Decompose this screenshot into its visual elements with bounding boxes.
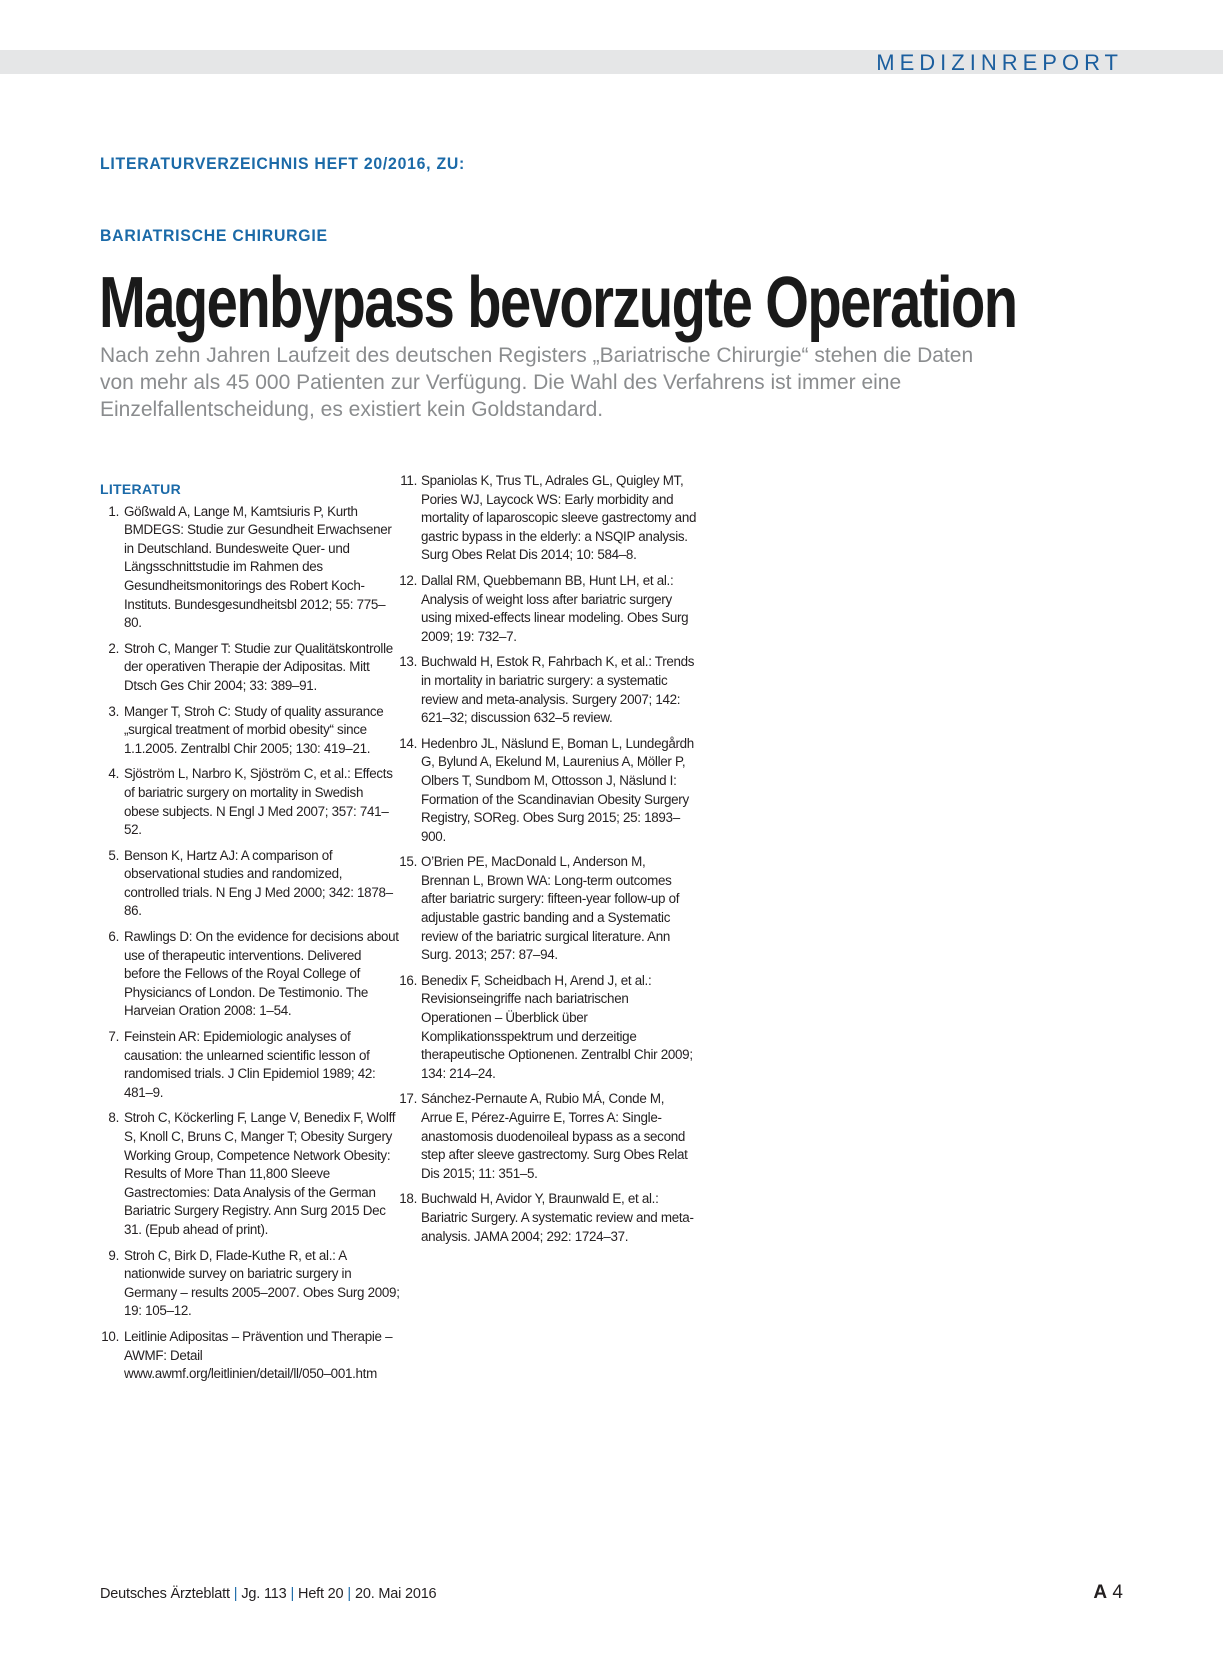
reference-number: 3. bbox=[108, 703, 119, 719]
reference-text: Stroh C, Birk D, Flade-Kuthe R, et al.: A nationwide survey on bariatric surgery in Germany – results 2005–2007. Obes Surg 2009; 19: 105–12. bbox=[124, 1247, 400, 1319]
reference-text: Manger T, Stroh C: Study of quality assurance „surgical treatment of morbid obesity“ since 1.1.2005. Zentralbl Chir 2005; 130: 419–21. bbox=[124, 703, 384, 756]
article-lead: Nach zehn Jahren Laufzeit des deutschen Registers „Bariatrische Chirurgie“ stehen die Daten von mehr als 45 000 Patienten zur Verfügung. Die Wahl des Verfahrens ist immer eine Einzelfallentscheidung, es existiert kein Goldstandard. bbox=[100, 344, 974, 421]
references-column-2 bbox=[397, 472, 697, 1253]
reference-text: Stroh C, Manger T: Studie zur Qualitätskontrolle der operativen Therapie der Adipositas. Mitt Dtsch Ges Chir 2004; 33: 389–91. bbox=[124, 640, 393, 693]
section-label: MEDIZINREPORT bbox=[876, 50, 1123, 75]
reference-text: Stroh C, Köckerling F, Lange V, Benedix F, Wolff S, Knoll C, Bruns C, Manger T; Obesity Surgery Working Group, Competence Network Obesity: Results of More Than 11,800 Sleeve Gastrectomies: Data Analysis of the German Bariatric Surgery Registry. Ann Surg 2015 Dec 31. (Epub ahead of print). bbox=[124, 1110, 396, 1237]
page-prefix: A bbox=[1093, 1582, 1108, 1603]
references-heading: LITERATUR bbox=[100, 481, 181, 497]
reference-number: 1. bbox=[108, 503, 119, 519]
reference-number: 6. bbox=[108, 929, 119, 945]
reference-item bbox=[100, 847, 400, 921]
reference-item bbox=[397, 572, 697, 646]
reference-number: 15. bbox=[399, 854, 417, 870]
reference-number: 14. bbox=[399, 735, 417, 751]
reference-item bbox=[100, 1028, 400, 1102]
reference-text: Feinstein AR: Epidemiologic analyses of causation: the unlearned scientific lesson of randomised trials. J Clin Epidemiol 1989; 42: 481–9. bbox=[124, 1029, 376, 1100]
reference-item bbox=[397, 472, 697, 565]
article-title: Magenbypass bevorzugte Operation bbox=[99, 263, 1017, 343]
footer-separator: | bbox=[233, 1586, 238, 1602]
reference-item bbox=[100, 928, 400, 1021]
reference-item bbox=[397, 972, 697, 1084]
footer bbox=[100, 1586, 436, 1602]
footer-separator: | bbox=[347, 1586, 351, 1602]
reference-text: Spaniolas K, Trus TL, Adrales GL, Quigley MT, Pories WJ, Laycock WS: Early morbidity and mortality of laparoscopic sleeve gastrectomy and gastric bypass in the elderly: a NSQIP analysis. Surg Obes Relat Dis 2014; 10: 584–8. bbox=[421, 473, 697, 563]
reference-item bbox=[100, 1109, 400, 1239]
reference-text: Buchwald H, Estok R, Fahrbach K, et al.: Trends in mortality in bariatric surgery: a systematic review and meta-analysis. Surgery 2007; 142: 621–32; discussion 632–5 review. bbox=[421, 654, 695, 726]
reference-text: Dallal RM, Quebbemann BB, Hunt LH, et al.: Analysis of weight loss after bariatric surgery using mixed-effects linear modeling. Obes Surg 2009; 19: 732–7. bbox=[421, 572, 689, 644]
reference-number: 4. bbox=[108, 766, 119, 782]
reference-item bbox=[397, 735, 697, 847]
page-number-value: 4 bbox=[1112, 1582, 1123, 1603]
reference-number: 10. bbox=[101, 1328, 119, 1344]
reference-item bbox=[397, 853, 697, 965]
reference-text: Benson K, Hartz AJ: A comparison of observational studies and randomized, controlled trials. N Eng J Med 2000; 342: 1878–86. bbox=[124, 847, 393, 919]
reference-text: Sjöström L, Narbro K, Sjöström C, et al.: Effects of bariatric surgery on mortality in Swedish obese subjects. N Engl J Med 2007; 357: 741–52. bbox=[124, 766, 393, 838]
reference-text: Gößwald A, Lange M, Kamtsiuris P, Kurth BMDEGS: Studie zur Gesundheit Erwachsener in Deutschland. Bundesweite Quer- und Längsschnittstudie im Rahmen des Gesundheitsmonitorings des Robert Koch-Instituts. Bundesgesundheitsbl 2012; 55: 775–80. bbox=[124, 503, 392, 631]
reference-number: 13. bbox=[399, 654, 417, 670]
reference-item bbox=[100, 765, 400, 839]
reference-item bbox=[397, 1090, 697, 1183]
journal-name: Deutsches Ärzteblatt bbox=[100, 1586, 230, 1602]
journal-volume: Jg. 113 bbox=[241, 1586, 287, 1602]
reference-text: Hedenbro JL, Näslund E, Boman L, Lundegårdh G, Bylund A, Ekelund M, Laurenius A, Möller P, Olbers T, Sundbom M, Ottosson J, Näslund I: Formation of the Scandinavian Obesity Surgery Registry, SOReg. Obes Surg 2015; 25: 1893–900. bbox=[421, 735, 694, 844]
reference-item bbox=[397, 1190, 697, 1246]
reference-number: 17. bbox=[399, 1091, 417, 1107]
reference-item bbox=[397, 653, 697, 727]
reference-number: 8. bbox=[108, 1110, 119, 1126]
reference-number: 11. bbox=[400, 473, 417, 488]
journal-date: 20. Mai 2016 bbox=[354, 1586, 437, 1602]
topic-kicker: BARIATRISCHE CHIRURGIE bbox=[100, 226, 328, 245]
reference-item bbox=[100, 703, 400, 759]
reference-number: 16. bbox=[399, 972, 417, 988]
reference-number: 5. bbox=[108, 847, 119, 863]
reference-number: 18. bbox=[399, 1191, 417, 1207]
reference-item bbox=[100, 503, 400, 633]
reference-number: 7. bbox=[108, 1029, 119, 1045]
reference-number: 2. bbox=[108, 640, 119, 656]
references-column-1 bbox=[100, 480, 400, 1391]
reference-text: Sánchez-Pernaute A, Rubio MÁ, Conde M, Arrue E, Pérez-Aguirre E, Torres A: Single-anastomosis duodenoileal bypass as a second step after sleeve gastrectomy. Surg Obes Relat Dis 2015; 11: 351–5. bbox=[421, 1091, 688, 1181]
reference-item bbox=[100, 640, 400, 696]
reference-item bbox=[100, 1247, 400, 1321]
page-number bbox=[1093, 1582, 1123, 1604]
reference-text: Leitlinie Adipositas – Prävention und Therapie – AWMF: Detail www.awmf.org/leitlinien/detail/ll/050–001.htm bbox=[124, 1328, 393, 1382]
reference-number: 12. bbox=[399, 572, 417, 588]
reference-text: Rawlings D: On the evidence for decisions about use of therapeutic interventions. Delivered before the Fellows of the Royal College of Physiciancs of London. De Testimonio. The Harveian Oration 2008: 1–54. bbox=[124, 929, 399, 1019]
reference-text: Buchwald H, Avidor Y, Braunwald E, et al.: Bariatric Surgery. A systematic review and meta-analysis. JAMA 2004; 292: 1724–37. bbox=[421, 1191, 694, 1244]
reference-number: 9. bbox=[108, 1247, 119, 1263]
reference-item bbox=[100, 1328, 400, 1384]
reference-text: O’Brien PE, MacDonald L, Anderson M, Brennan L, Brown WA: Long-term outcomes after bariatric surgery: fifteen-year follow-up of adjustable gastric banding and a Systematic review of the bariatric surgical literature. Ann Surg. 2013; 257: 87–94. bbox=[421, 854, 680, 963]
reference-text: Benedix F, Scheidbach H, Arend J, et al.: Revisionseingriffe nach bariatrischen Operationen – Überblick über Komplikationsspektrum und derzeitige therapeutische Optionenen. Zentralbl Chir 2009; 134: 214–24. bbox=[421, 972, 693, 1081]
journal-issue: Heft 20 bbox=[298, 1586, 344, 1602]
literature-index-kicker: LITERATURVERZEICHNIS HEFT 20/2016, ZU: bbox=[100, 154, 466, 173]
footer-separator: | bbox=[290, 1586, 295, 1602]
